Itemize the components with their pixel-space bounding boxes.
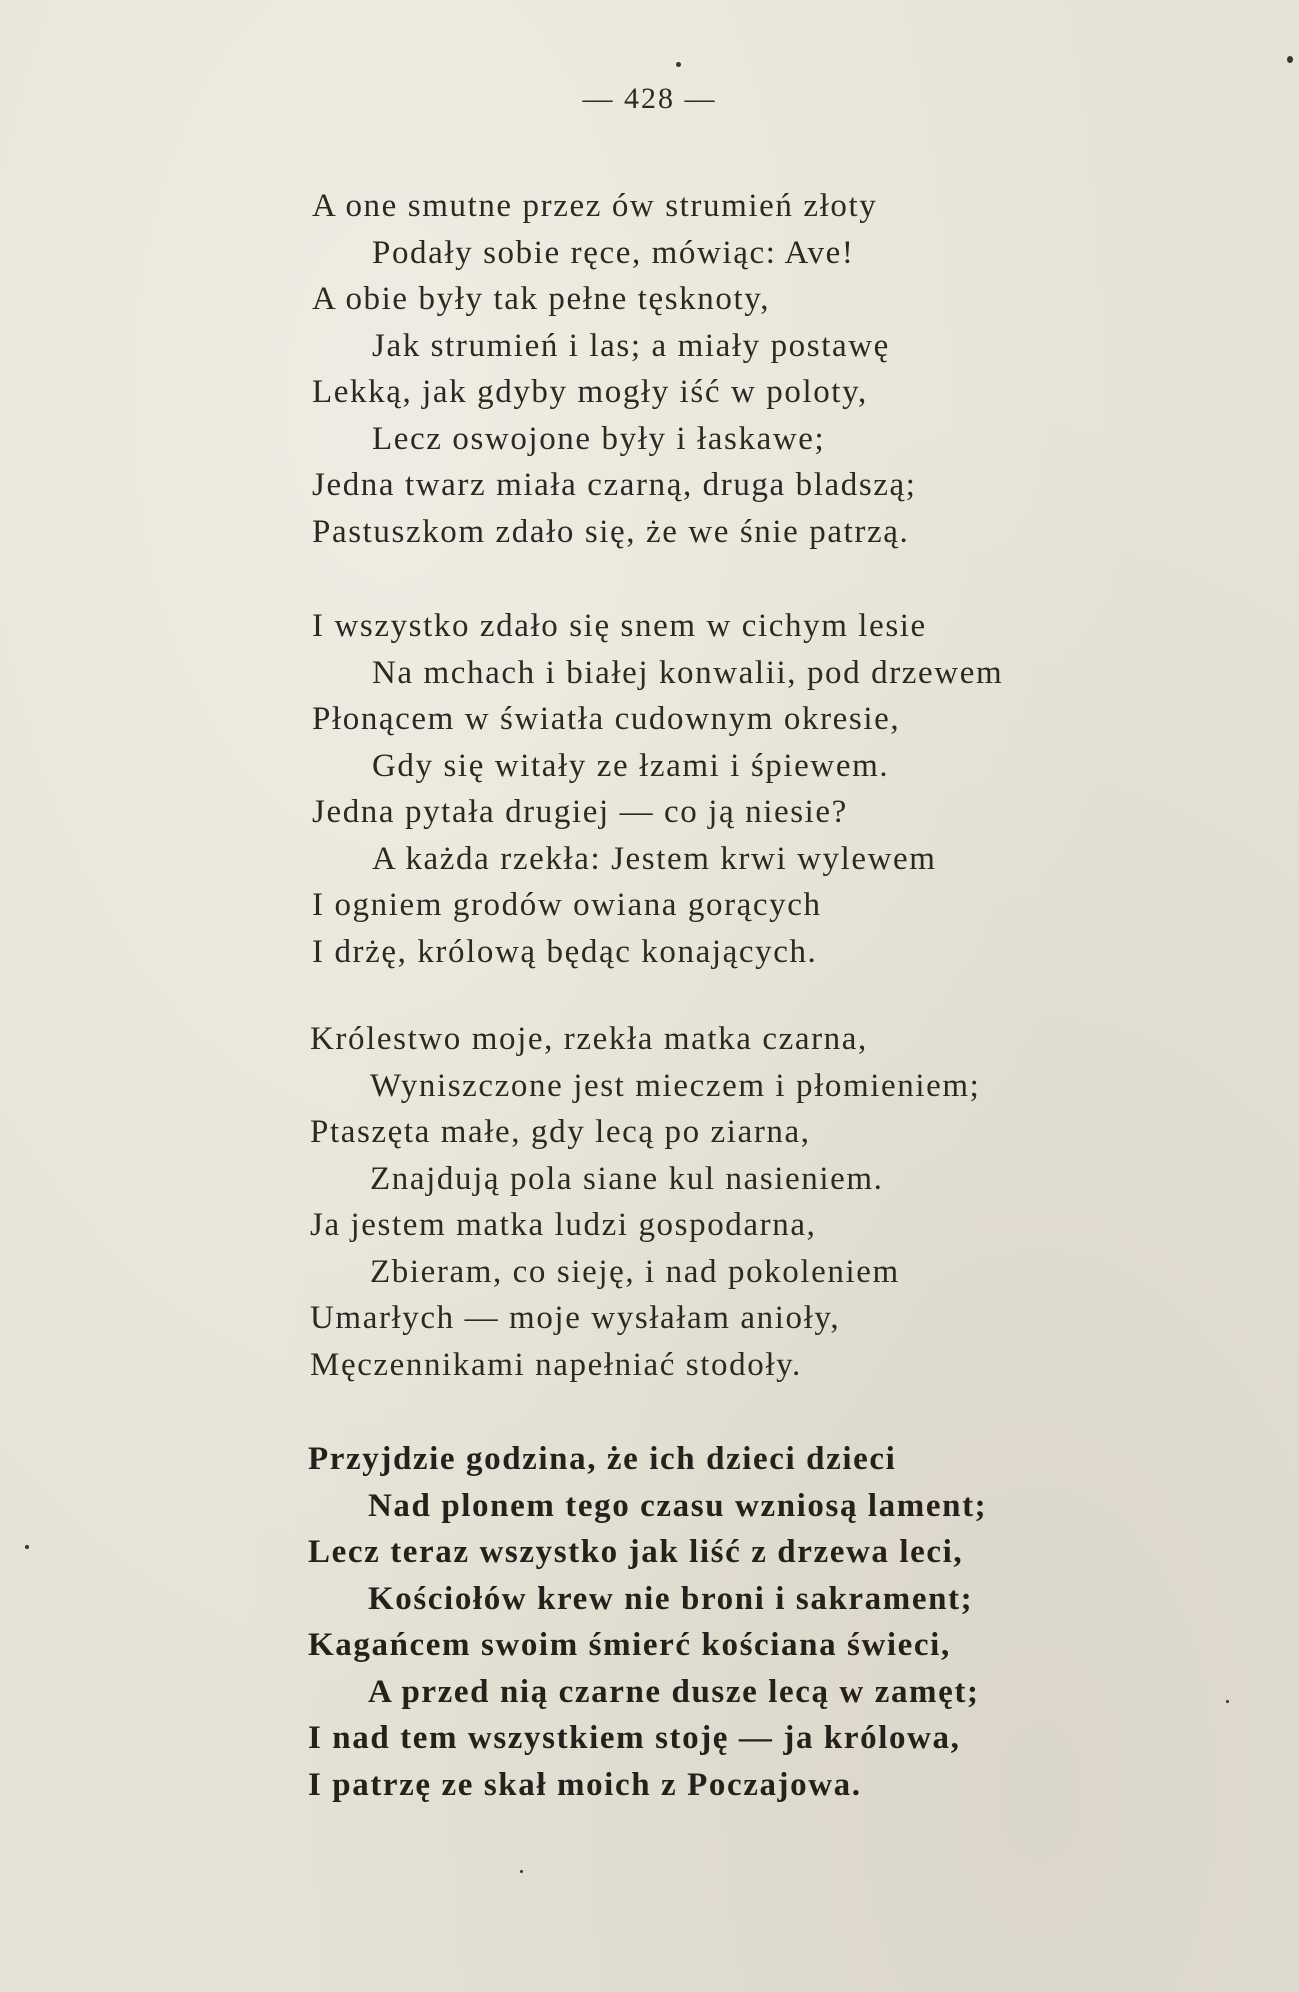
page-number: — 428 — xyxy=(582,82,717,115)
verse-line: Pastuszkom zdało się, że we śnie patrzą. xyxy=(312,513,910,550)
verse-line: Lecz teraz wszystko jak liść z drzewa leci, xyxy=(308,1534,964,1570)
verse-line: Na mchach i białej konwalii, pod drzewem xyxy=(372,654,1004,691)
verse-line: Ptaszęta małe, gdy lecą po ziarna, xyxy=(310,1114,811,1150)
verse-line: Przyjdzie godzina, że ich dzieci dzieci xyxy=(308,1441,897,1477)
verse-line: Kościołów krew nie broni i sakrament; xyxy=(368,1580,974,1617)
verse-line: I nad tem wszystkiem stoję — ja królowa, xyxy=(308,1720,961,1756)
verse-line: Jedna pytała drugiej — co ją niesie? xyxy=(312,794,848,830)
verse-line: Płonącem w światła cudownym okresie, xyxy=(312,701,901,737)
stanza-4 xyxy=(308,1436,1208,1808)
verse-line: Podały sobie ręce, mówiąc: Ave! xyxy=(372,234,855,271)
verse-line: Gdy się witały ze łzami i śpiewem. xyxy=(372,747,890,784)
verse-line: I wszystko zdało się snem w cichym lesie xyxy=(312,608,927,644)
verse-line: I patrzę ze skał moich z Poczajowa. xyxy=(308,1766,862,1803)
verse-line: Jak strumień i las; a miały postawę xyxy=(372,327,890,364)
verse-line: A każda rzekła: Jestem krwi wylewem xyxy=(372,840,937,877)
verse-line: Jedna twarz miała czarną, druga bladszą; xyxy=(312,467,917,503)
stanza-3 xyxy=(310,1016,1210,1388)
verse-line: Zbieram, co sieję, i nad pokoleniem xyxy=(370,1253,900,1290)
verse-line: Męczennikami napełniać stodoły. xyxy=(310,1346,802,1383)
verse-line: Umarłych — moje wysłałam anioły, xyxy=(310,1300,841,1336)
verse-line: A one smutne przez ów strumień złoty xyxy=(312,188,878,224)
verse-line: Wyniszczone jest mieczem i płomieniem; xyxy=(370,1067,981,1104)
verse-line: I drżę, królową będąc konających. xyxy=(312,933,818,970)
verse-line: Kagańcem swoim śmierć kościana świeci, xyxy=(308,1627,951,1663)
verse-line: I ogniem grodów owiana gorących xyxy=(312,887,822,923)
verse-line: Nad plonem tego czasu wzniosą lament; xyxy=(368,1487,988,1524)
verse-line: Ja jestem matka ludzi gospodarna, xyxy=(310,1207,817,1243)
stanza-2 xyxy=(312,603,1212,975)
verse-line: Lecz oswojone były i łaskawe; xyxy=(372,420,826,457)
verse-line: A przed nią czarne dusze lecą w zamęt; xyxy=(368,1673,980,1710)
verse-line: Znajdują pola siane kul nasieniem. xyxy=(370,1160,884,1197)
stanza-1 xyxy=(312,183,1212,555)
verse-line: Królestwo moje, rzekła matka czarna, xyxy=(310,1021,868,1057)
verse-line: A obie były tak pełne tęsknoty, xyxy=(312,281,771,317)
verse-line: Lekką, jak gdyby mogły iść w poloty, xyxy=(312,374,868,410)
